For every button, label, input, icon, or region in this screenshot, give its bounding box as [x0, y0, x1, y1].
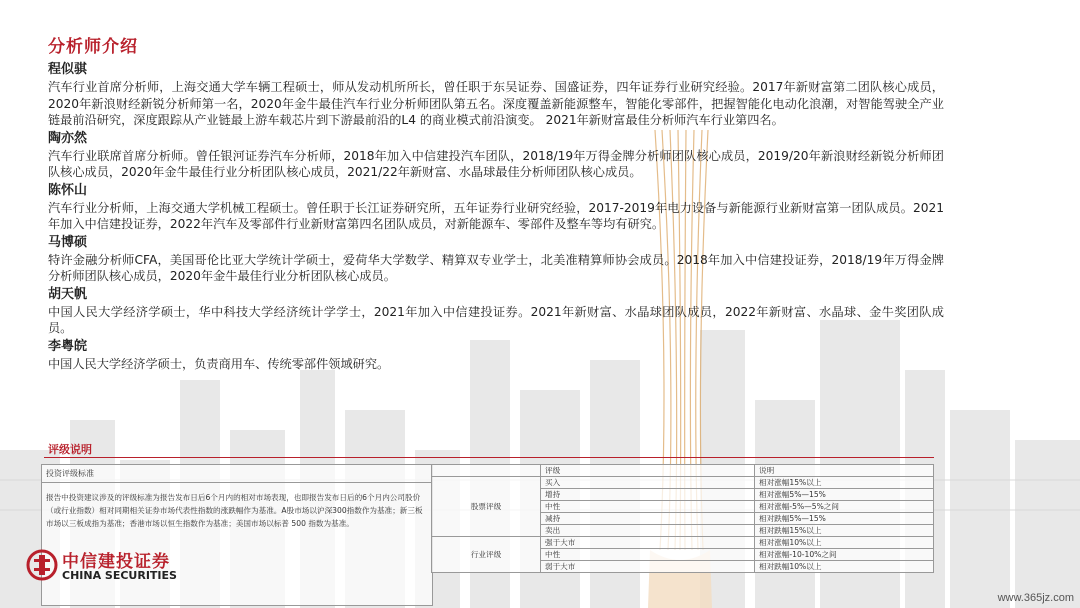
- rating-desc: 相对涨幅-5%—5%之间: [755, 501, 934, 513]
- rating-category: 股票评级: [432, 477, 541, 537]
- rating-desc: 相对跌幅15%以上: [755, 525, 934, 537]
- rating-desc: 相对涨幅15%以上: [755, 477, 934, 489]
- rating-level: 卖出: [541, 525, 755, 537]
- rating-level: 中性: [541, 501, 755, 513]
- table-header-desc: 说明: [755, 465, 934, 477]
- analyst-name: 马博硕: [48, 234, 88, 250]
- rating-level: 中性: [541, 549, 755, 561]
- rating-level: 买入: [541, 477, 755, 489]
- rating-category: 行业评级: [432, 537, 541, 573]
- rating-level: 强于大市: [541, 537, 755, 549]
- watermark-url: www.365jz.com: [997, 592, 1074, 604]
- logo-text-cn: 中信建投证券: [62, 552, 170, 572]
- citic-logo-icon: [26, 549, 58, 581]
- rating-standard-description: 报告中投资建议涉及的评级标准为报告发布日后6个月内的相对市场表现，也即报告发布日后的6个月内公司股价（或行业指数）相对同期相关证券市场代表性指数的涨跌幅作为基准。A股市场以沪深300指数作为基准；新三板市场以三板成指为基准；香港市场以恒生指数作为基准；美国市场以标普 500 指数为基准。: [46, 493, 423, 528]
- analyst-name: 陶亦然: [48, 130, 88, 146]
- rating-table: [431, 464, 934, 573]
- table-row: [432, 537, 934, 549]
- table-header-row: [432, 465, 934, 477]
- logo-text-en: CHINA SECURITIES: [62, 569, 177, 582]
- rating-desc: 相对涨幅10%以上: [755, 537, 934, 549]
- analyst-bio: 汽车行业联席首席分析师。曾任银河证券汽车分析师，2018年加入中信建投汽车团队，2018/19年万得金牌分析师团队核心成员，2019/20年新浪财经新锐分析师团队核心成员，2020年金牛最佳行业分析团队核心成员，2021/22年新财富、水晶球最佳分析师团队核心成员。: [48, 148, 944, 179]
- rating-title: 评级说明: [48, 443, 92, 456]
- table-cell: [432, 465, 541, 477]
- rating-desc: 相对跌幅10%以上: [755, 561, 934, 573]
- company-logo: [26, 545, 196, 587]
- rating-level: 弱于大市: [541, 561, 755, 573]
- analyst-bio: 特许金融分析师CFA，美国哥伦比亚大学统计学硕士，爱荷华大学数学、精算双专业学士，北美准精算师协会成员。2018年加入中信建投证券，2018/19年万得金牌分析师团队核心成员，2020年金牛最佳行业分析团队核心成员。: [48, 252, 944, 283]
- analyst-bio: 汽车行业首席分析师，上海交通大学车辆工程硕士，师从发动机所所长，曾任职于东吴证券、国盛证券，四年证券行业研究经验。2017年新财富第二团队核心成员，2020年新浪财经新锐分析师第一名，2020年金牛最佳汽车行业分析师团队第五名。深度覆盖新能源整车，智能化零部件，把握智能化电动化浪潮，对智能驾驶全产业链最前沿研究，深度跟踪从产业链最上游车载芯片到下游最前沿的L4 的商业模式前沿演变。 2021年新财富最佳分析师汽车行业第四名。: [48, 80, 944, 127]
- rating-level: 减持: [541, 513, 755, 525]
- rating-level: 增持: [541, 489, 755, 501]
- analyst-name: 程似骐: [48, 62, 88, 77]
- analyst-bio: 中国人民大学经济学硕士，负责商用车、传统零部件领域研究。: [48, 356, 390, 371]
- rating-desc: 相对涨幅-10-10%之间: [755, 549, 934, 561]
- analyst-name: 李粤皖: [48, 338, 88, 354]
- rating-desc: 相对涨幅5%—15%: [755, 489, 934, 501]
- table-row: [432, 477, 934, 489]
- analyst-bio: 中国人民大学经济学硕士，华中科技大学经济统计学学士，2021年加入中信建投证券。2021年新财富、水晶球团队成员，2022年新财富、水晶球、金牛奖团队成员。: [48, 304, 944, 335]
- table-header-level: 评级: [541, 465, 755, 477]
- analyst-name: 陈怀山: [48, 182, 88, 198]
- rating-desc: 相对跌幅5%—15%: [755, 513, 934, 525]
- section-title: 分析师介绍: [48, 37, 138, 57]
- analyst-name: 胡天帆: [48, 286, 88, 302]
- analyst-bio: 汽车行业分析师，上海交通大学机械工程硕士。曾任职于长江证券研究所，五年证券行业研究经验，2017-2019年电力设备与新能源行业新财富第一团队成员。2021年加入中信建投证券，2022年汽车及零部件行业新财富第四名团队成员，对新能源车、零部件及整车等均有研究。: [48, 200, 944, 231]
- divider: [44, 457, 934, 458]
- analyst-section: [44, 32, 944, 373]
- rating-standard-header: 投资评级标准: [42, 465, 432, 483]
